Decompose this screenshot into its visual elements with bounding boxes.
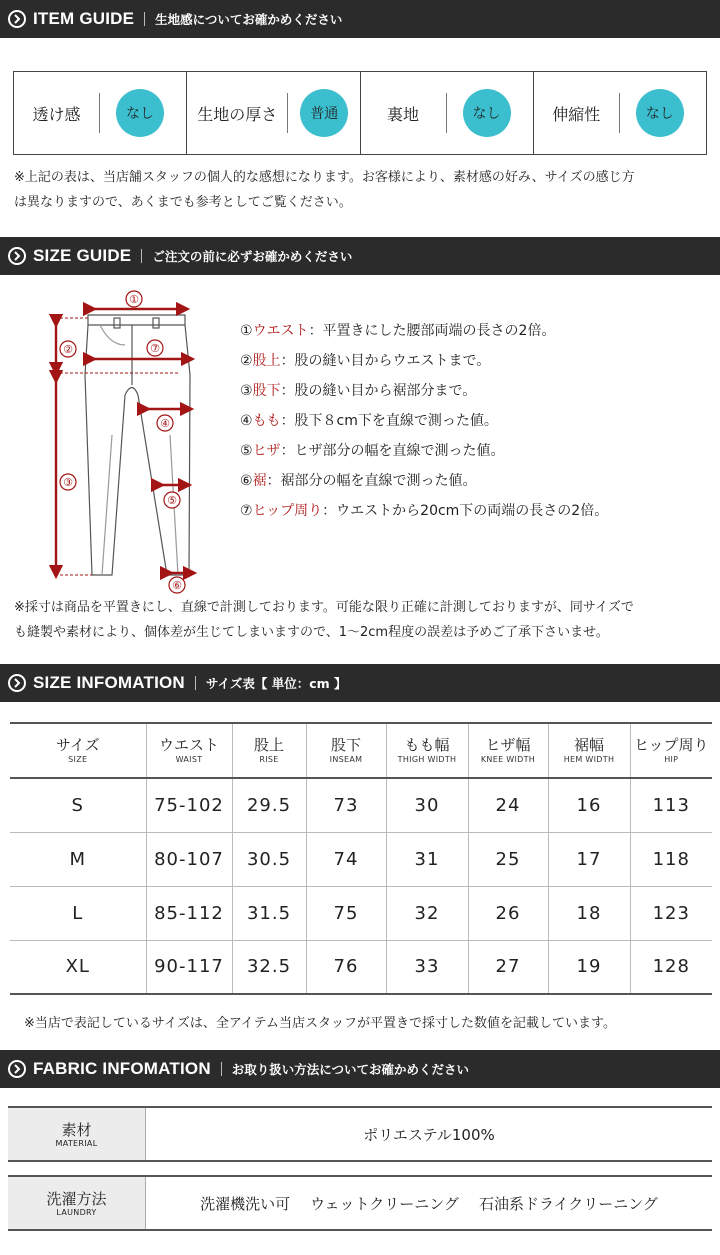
- size-table: [10, 722, 712, 995]
- material-header: 素材 MATERIAL: [8, 1108, 146, 1160]
- size-info-note: ※当店で表記しているサイズは、全アイテム当店スタッフが平置きで採寸した数値を記載しています。: [24, 1016, 616, 1031]
- material-row: [8, 1106, 712, 1162]
- section-subtitle: 生地感についてお確かめください: [155, 12, 343, 27]
- size-guide-header: [0, 237, 720, 275]
- column-header: ウエスト WAIST: [146, 723, 232, 778]
- section-subtitle: サイズ表【 単位：cm 】: [205, 676, 347, 691]
- section-title: SIZE INFOMATION: [33, 673, 185, 692]
- marker-2: ②: [63, 343, 73, 356]
- legend-item: ④もも：股下８cm下を直線で測った値。: [240, 413, 498, 429]
- column-header: もも幅 THIGH WIDTH: [386, 723, 468, 778]
- marker-5: ⑤: [167, 494, 177, 507]
- laundry-row: [8, 1175, 712, 1231]
- guide-item-transparency: 透け感 なし: [14, 72, 187, 154]
- column-header: 裾幅 HEM WIDTH: [548, 723, 630, 778]
- marker-7: ⑦: [150, 342, 160, 355]
- legend-item: ③股下：股の縫い目から裾部分まで。: [240, 383, 477, 399]
- column-header: ヒップ周り HIP: [630, 723, 712, 778]
- item-guide-note: ※上記の表は、当店舗スタッフの個人的な感想になります。お客様により、素材感の好み、サイズの感じ方 は異なりますので、あくまでも参考としてご覧ください。: [14, 170, 635, 210]
- marker-3: ③: [63, 476, 73, 489]
- marker-4: ④: [160, 417, 170, 430]
- legend-item: ⑤ヒザ：ヒザ部分の幅を直線で測った値。: [240, 443, 505, 459]
- section-title: SIZE GUIDE: [33, 246, 132, 265]
- fabric-feel-guide: [13, 71, 707, 155]
- marker-1: ①: [129, 293, 139, 306]
- table-header-row: [10, 723, 712, 778]
- section-title: FABRIC INFOMATION: [33, 1059, 211, 1078]
- rating-badge: なし: [463, 89, 511, 137]
- column-header: 股下 INSEAM: [306, 723, 386, 778]
- rating-badge: 普通: [300, 89, 348, 137]
- marker-6: ⑥: [172, 579, 182, 592]
- table-row: M 80-107 30.5 74 31 25 17 118: [10, 832, 712, 886]
- chevron-right-icon: [8, 247, 26, 265]
- table-row: L 85-112 31.5 75 32 26 18 123: [10, 886, 712, 940]
- size-info-header: [0, 664, 720, 702]
- chevron-right-icon: [8, 1060, 26, 1078]
- item-guide-header: [0, 0, 720, 38]
- laundry-header: 洗濯方法 LAUNDRY: [8, 1177, 146, 1229]
- size-guide-note: ※採寸は商品を平置きにし、直線で計測しております。可能な限り正確に計測しておりますが、同サイズで も縫製や素材により、個体差が生じてしまいますので、1〜2cm程度の誤差は予めご了承下さいませ。: [14, 600, 634, 640]
- column-header: サイズ SIZE: [10, 723, 146, 778]
- pants-measurement-diagram: [40, 285, 210, 597]
- column-header: 股上 RISE: [232, 723, 306, 778]
- guide-item-thickness: 生地の厚さ 普通: [187, 72, 360, 154]
- chevron-right-icon: [8, 674, 26, 692]
- chevron-right-icon: [8, 10, 26, 28]
- fabric-info-header: [0, 1050, 720, 1088]
- legend-item: ⑥裾：裾部分の幅を直線で測った値。: [240, 473, 477, 489]
- table-row: S 75-102 29.5 73 30 24 16 113: [10, 778, 712, 832]
- measurement-legend: [240, 316, 608, 526]
- legend-item: ①ウエスト：平置きにした腰部両端の長さの2倍。: [240, 323, 556, 339]
- rating-badge: なし: [636, 89, 684, 137]
- laundry-values: 洗濯機洗い可 ウェットクリーニング 石油系ドライクリーニング: [200, 1194, 658, 1213]
- section-title: ITEM GUIDE: [33, 9, 135, 28]
- legend-item: ②股上：股の縫い目からウエストまで。: [240, 353, 491, 369]
- guide-item-stretch: 伸縮性 なし: [534, 72, 706, 154]
- legend-item: ⑦ヒップ周り：ウエストから20cm下の両端の長さの2倍。: [240, 503, 609, 519]
- rating-badge: なし: [116, 89, 164, 137]
- section-subtitle: ご注文の前に必ずお確かめください: [152, 249, 353, 264]
- material-value: ポリエステル100%: [363, 1125, 495, 1144]
- guide-item-lining: 裏地 なし: [361, 72, 534, 154]
- column-header: ヒザ幅 KNEE WIDTH: [468, 723, 548, 778]
- table-row: XL 90-117 32.5 76 33 27 19 128: [10, 940, 712, 994]
- section-subtitle: お取り扱い方法についてお確かめください: [231, 1062, 470, 1077]
